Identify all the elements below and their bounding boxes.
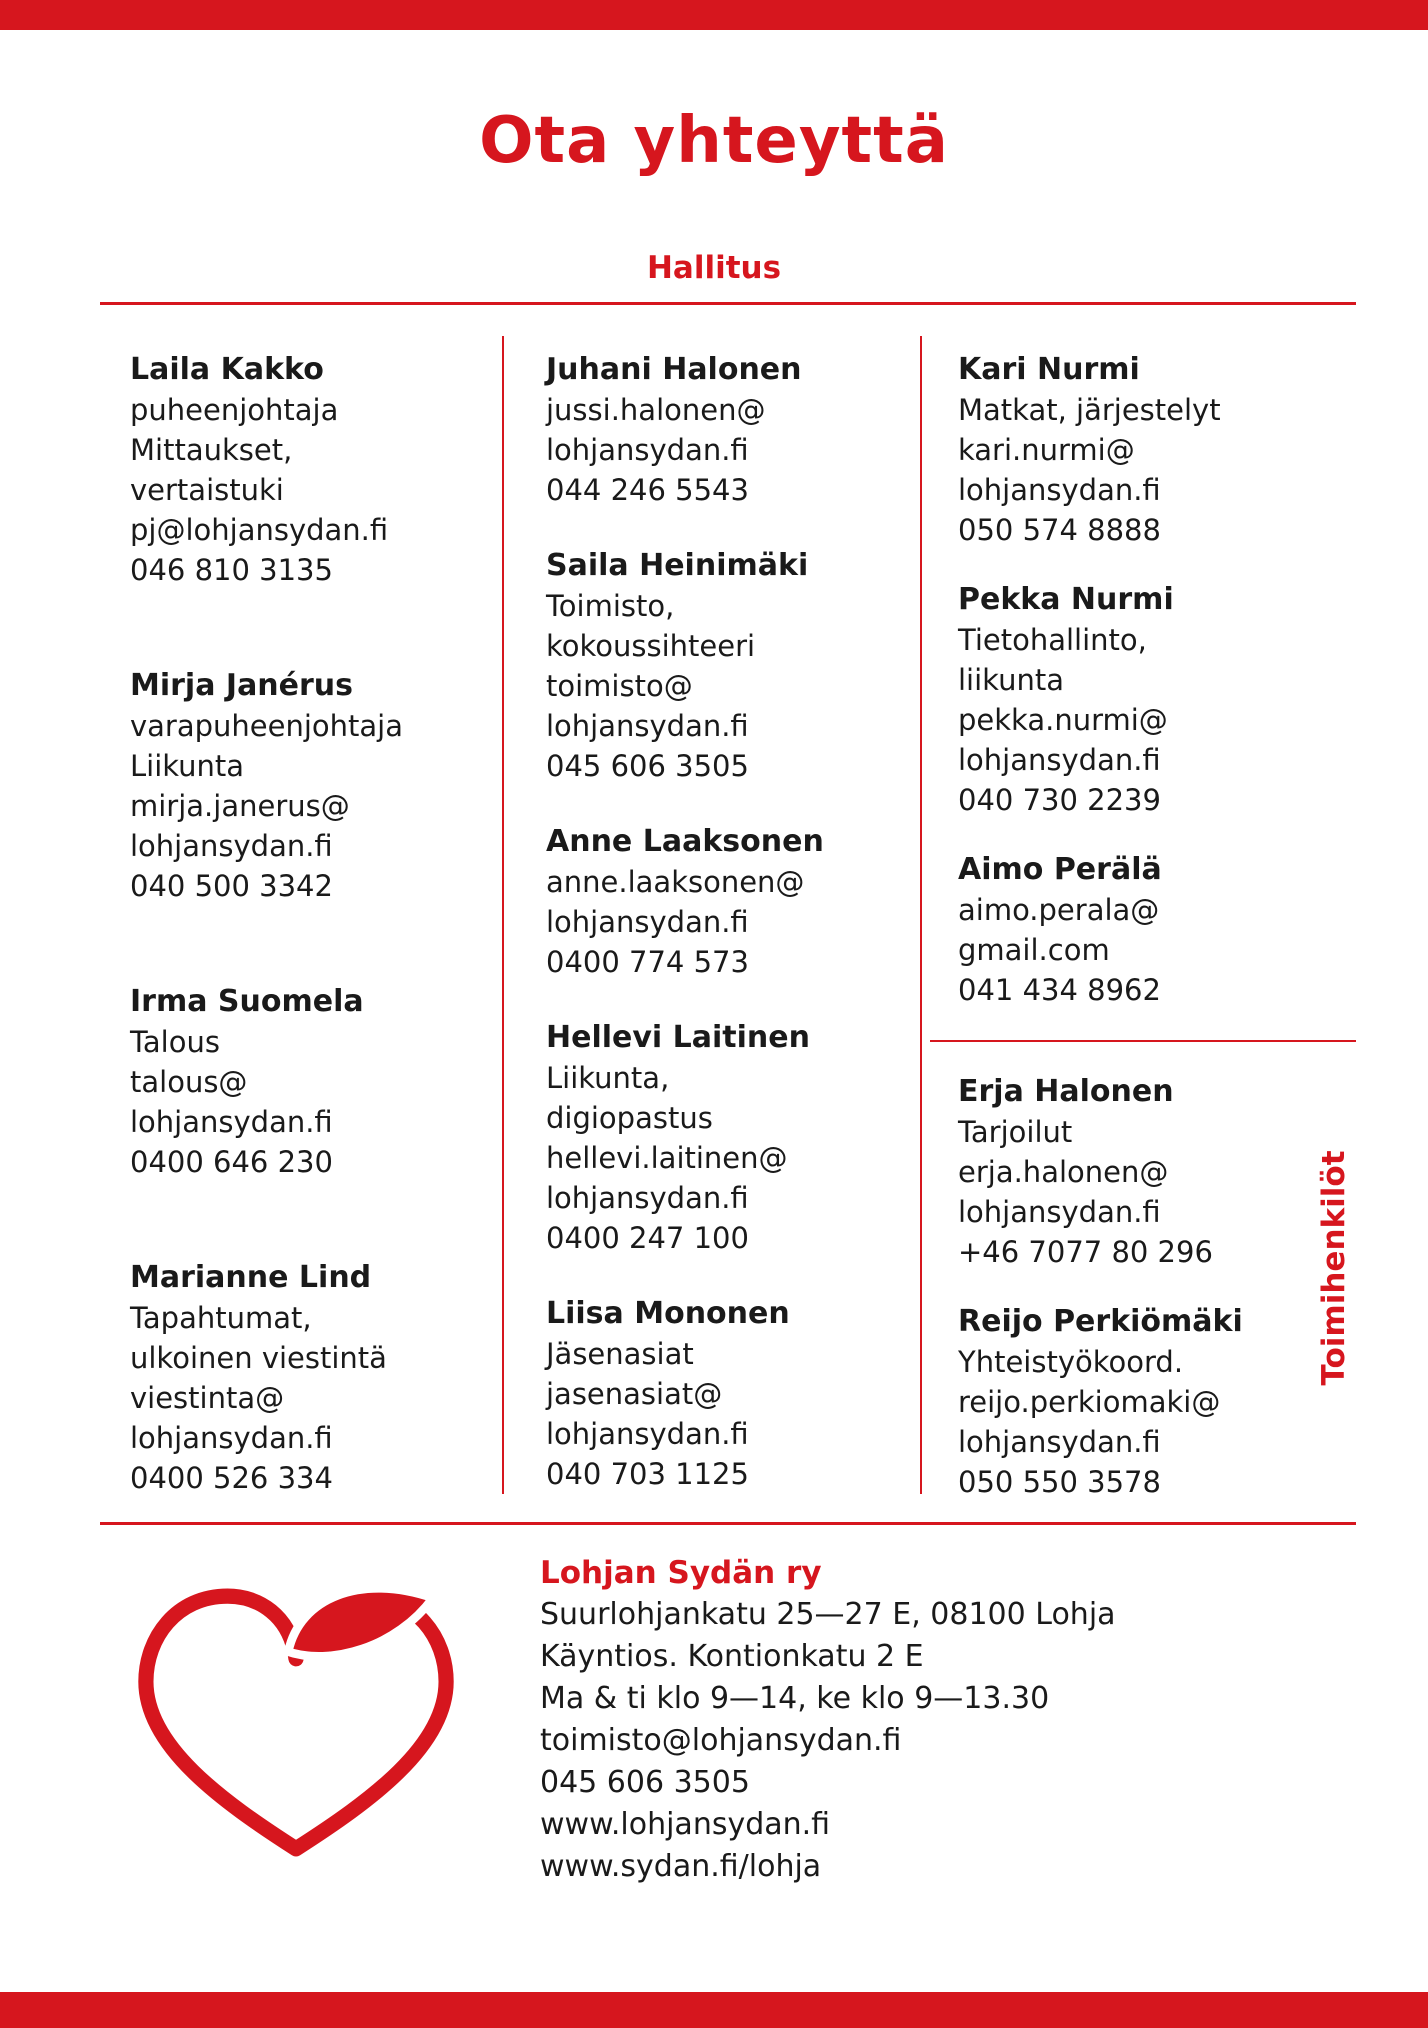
top-red-bar [0, 0, 1428, 30]
footer-detail-line: www.sydan.fi/lohja [540, 1849, 822, 1884]
contact-name: Anne Laaksonen [546, 824, 824, 859]
footer-detail-line: Suurlohjankatu 25—27 E, 08100 Lohja [540, 1597, 1116, 1632]
contact-detail-line: 045 606 3505 [546, 749, 749, 783]
contact-card [958, 350, 1338, 550]
heart-leaf-logo-icon [100, 1548, 520, 1902]
column-section-divider [930, 1040, 1356, 1042]
contact-detail-line: gmail.com [958, 933, 1110, 967]
contact-detail-line: hellevi.laitinen@ [546, 1141, 788, 1175]
contact-detail-line: 040 730 2239 [958, 783, 1161, 817]
contact-name: Erja Halonen [958, 1074, 1174, 1109]
contact-detail-line: Toimisto, [546, 589, 675, 623]
contact-detail-line: lohjansydan.fi [546, 1181, 749, 1215]
contact-card [958, 1302, 1338, 1502]
contact-name: Mirja Janérus [130, 668, 354, 703]
contact-detail-line: toimisto@ [546, 669, 693, 703]
contact-detail-line: jasenasiat@ [546, 1377, 723, 1411]
contact-detail-line: lohjansydan.fi [958, 1425, 1161, 1459]
contact-detail-line: vertaistuki [130, 473, 284, 507]
contact-card [546, 1018, 902, 1258]
contact-detail-line: liikunta [958, 663, 1064, 697]
contact-detail-line: lohjansydan.fi [958, 473, 1161, 507]
contact-detail-line: 040 500 3342 [130, 869, 333, 903]
contact-detail-line: Yhteistyökoord. [958, 1345, 1184, 1379]
contact-card [546, 1294, 902, 1494]
contact-card [546, 350, 902, 510]
contact-detail-line: lohjansydan.fi [546, 433, 749, 467]
contact-detail-line: 0400 247 100 [546, 1221, 749, 1255]
contact-detail-line: erja.halonen@ [958, 1155, 1169, 1189]
contact-detail-line: 040 703 1125 [546, 1457, 749, 1491]
section-heading-hallitus: Hallitus [646, 250, 782, 286]
contact-detail-line: Tarjoilut [958, 1115, 1073, 1149]
contact-detail-line: ulkoinen viestintä [130, 1341, 387, 1375]
footer-detail-line: www.lohjansydan.fi [540, 1807, 831, 1842]
contact-detail-line: reijo.perkiomaki@ [958, 1385, 1221, 1419]
contact-name: Liisa Mononen [546, 1296, 790, 1331]
contact-detail-line: pj@lohjansydan.fi [130, 513, 389, 547]
contact-detail-line: 046 810 3135 [130, 553, 333, 587]
header-rule [100, 302, 1356, 305]
contact-detail-line: varapuheenjohtaja [130, 709, 404, 743]
contact-name: Hellevi Laitinen [546, 1020, 810, 1055]
contact-detail-line: 0400 526 334 [130, 1461, 333, 1495]
footer-detail-line: Ma & ti klo 9—14, ke klo 9—13.30 [540, 1681, 1050, 1716]
contact-name: Irma Suomela [130, 984, 364, 1019]
contact-card [130, 350, 484, 590]
contact-card [130, 666, 484, 906]
contact-name: Reijo Perkiömäki [958, 1304, 1243, 1339]
bottom-red-bar [0, 1992, 1428, 2028]
contact-card [958, 1072, 1338, 1272]
contact-detail-line: aimo.perala@ [958, 893, 1160, 927]
contact-name: Pekka Nurmi [958, 582, 1174, 617]
contact-column-1 [100, 336, 502, 1494]
contact-detail-line: lohjansydan.fi [958, 743, 1161, 777]
contact-detail-line: jussi.halonen@ [546, 393, 766, 427]
contact-detail-line: Liikunta, [546, 1061, 670, 1095]
contact-detail-line: 050 550 3578 [958, 1465, 1161, 1499]
contact-detail-line: lohjansydan.fi [130, 1421, 333, 1455]
contact-detail-line: talous@ [130, 1065, 248, 1099]
contact-detail-line: mirja.janerus@ [130, 789, 350, 823]
contact-detail-line: 0400 774 573 [546, 945, 749, 979]
contact-detail-line: lohjansydan.fi [546, 1417, 749, 1451]
contact-detail-line: Talous [130, 1025, 220, 1059]
contact-card [958, 580, 1338, 820]
footer-lines [540, 1594, 1116, 1888]
contact-detail-line: Tietohallinto, [958, 623, 1147, 657]
contact-column-2 [502, 336, 920, 1494]
contact-column-3 [920, 336, 1356, 1499]
contact-detail-line: 0400 646 230 [130, 1145, 333, 1179]
contact-detail-line: lohjansydan.fi [130, 829, 333, 863]
contact-detail-line: lohjansydan.fi [130, 1105, 333, 1139]
footer-contact-block [520, 1548, 1116, 1888]
contact-name: Kari Nurmi [958, 352, 1140, 387]
contact-detail-line: Mittaukset, [130, 433, 293, 467]
footer [100, 1548, 1356, 1902]
footer-rule [100, 1522, 1356, 1525]
contact-detail-line: 044 246 5543 [546, 473, 749, 507]
contact-detail-line: Jäsenasiat [546, 1337, 694, 1371]
contact-detail-line: viestinta@ [130, 1381, 285, 1415]
contact-name: Aimo Perälä [958, 852, 1162, 887]
contact-detail-line: pekka.nurmi@ [958, 703, 1168, 737]
contact-columns [100, 336, 1356, 1499]
contact-card [546, 546, 902, 786]
contact-detail-line: kari.nurmi@ [958, 433, 1135, 467]
contact-card [958, 850, 1338, 1010]
footer-detail-line: 045 606 3505 [540, 1765, 750, 1800]
contact-detail-line: anne.laaksonen@ [546, 865, 805, 899]
contact-card [130, 982, 484, 1182]
contact-detail-line: puheenjohtaja [130, 393, 339, 427]
contact-detail-line: +46 7077 80 296 [958, 1235, 1213, 1269]
contact-detail-line: lohjansydan.fi [546, 709, 749, 743]
footer-detail-line: toimisto@lohjansydan.fi [540, 1723, 902, 1758]
contact-detail-line: 050 574 8888 [958, 513, 1161, 547]
contact-detail-line: digiopastus [546, 1101, 713, 1135]
contact-card [130, 1258, 484, 1498]
contact-detail-line: kokoussihteeri [546, 629, 756, 663]
contact-detail-line: Tapahtumat, [130, 1301, 312, 1335]
contact-detail-line: Liikunta [130, 749, 245, 783]
footer-detail-line: Käyntios. Kontionkatu 2 E [540, 1639, 924, 1674]
side-label-toimihenkilot: Toimihenkilöt [1316, 1150, 1352, 1386]
contact-name: Saila Heinimäki [546, 548, 809, 583]
contact-detail-line: Matkat, järjestelyt [958, 393, 1221, 427]
page-title: Ota yhteyttä [479, 104, 949, 178]
contact-detail-line: lohjansydan.fi [958, 1195, 1161, 1229]
contact-card [546, 822, 902, 982]
contact-name: Laila Kakko [130, 352, 324, 387]
org-name: Lohjan Sydän ry [540, 1555, 822, 1591]
contact-detail-line: lohjansydan.fi [546, 905, 749, 939]
contact-name: Juhani Halonen [546, 352, 802, 387]
contact-detail-line: 041 434 8962 [958, 973, 1161, 1007]
contact-name: Marianne Lind [130, 1260, 372, 1295]
